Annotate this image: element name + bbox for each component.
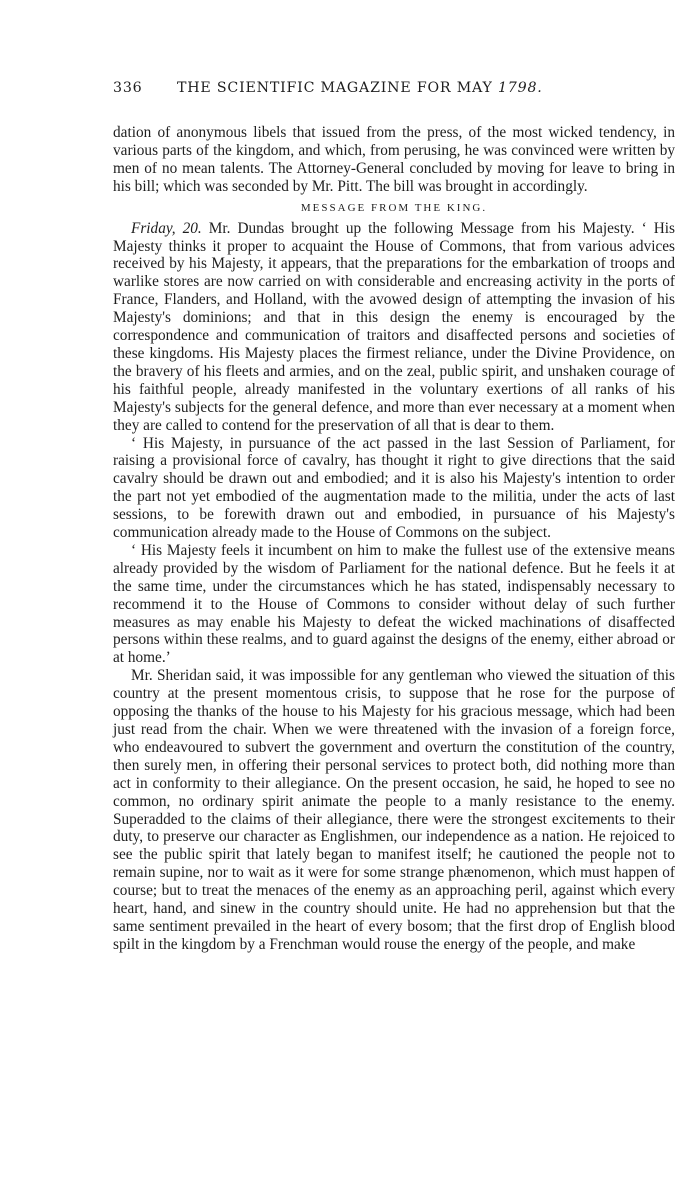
running-title-year: 1798. <box>497 80 543 96</box>
running-title-text: THE SCIENTIFIC MAGAZINE FOR MAY <box>177 80 493 96</box>
page-header <box>113 80 675 104</box>
paragraph-continuation: dation of anonymous libels that issued from the press, of the most wicked tendency, in various parts of the kingdom, and which, from perusing, he was convinced were written by men of no mean talents. The Attorney-General concluded by moving for leave to bring in his bill; which was seconded by Mr. Pitt. The bill was brought in accordingly. <box>113 124 675 195</box>
paragraph-sheridan: Mr. Sheridan said, it was impossible for any gentleman who viewed the situation of this country at the present momentous crisis, to suppose that he rose for the purpose of opposing the thanks of the house to his Majesty for his gracious message, which had been just read from the chair. When we were threatened with the invasion of a foreign force, who endeavoured to subvert the government and overturn the constitution of the country, then surely men, in offering their personal services to protect both, did nothing more than act in conformity to their allegiance. On the present occasion, he said, he hoped to see no common, no ordinary spirit animate the people to a manly resistance to the enemy. Superadded to the claims of their allegiance, there were the strongest excitements to their duty, to preserve our character as Englishmen, our independence as a nation. He rejoiced to see the public spirit that lately began to manifest itself; he cautioned the people not to remain supine, nor to wait as it were for some strange phænomenon, which must happen of course; but to treat the menaces of the enemy as an approaching peril, against which every heart, hand, and sinew in the country should unite. He had no apprehension but that the same sentiment prevailed in the heart of every bosom; that the first drop of English blood spilt in the kingdom by a Frenchman would rouse the energy of the people, and make <box>113 667 675 953</box>
page-number: 336 <box>113 80 143 96</box>
magazine-page <box>113 80 675 954</box>
running-title <box>177 80 543 96</box>
section-heading: MESSAGE FROM THE KING. <box>300 201 488 214</box>
paragraph-message-defence: ‘ His Majesty feels it incumbent on him to make the fullest use of the extensive means already provided by the wisdom of Parliament for the national defence. But he feels it at the same time, under the circumstances which he has stated, indispensably necessary to recommend it to the House of Commons to consider without delay of such further measures as may enable his Majesty to defeat the wicked machinations of disaffected persons within these realms, and to guard against the designs of the enemy, either abroad or at home.’ <box>113 541 675 667</box>
paragraph-message-intro-text: Mr. Dundas brought up the following Message from his Majesty. ‘ His Majesty thinks it proper to acquaint the House of Commons, that from various advices received by his Majesty, it appears, that the preparations for the embarkation of troops and warlike stores are now carried on with considerable and encreasing activity in the ports of France, Flanders, and Holland, with the avowed design of attempting the invasion of his Majesty's dominions; and that in this design the enemy is encouraged by the correspondence and communication of traitors and disaffected persons and societies of these kingdoms. His Majesty places the firmest reliance, under the Divine Providence, on the bravery of his fleets and armies, and on the zeal, public spirit, and unshaken courage of his faithful people, already manifested in the voluntary exertions of all ranks of his Majesty's subjects for the general defence, and more than ever necessary at a moment when they are called to contend for the preservation of all that is dear to them. <box>113 219 675 434</box>
date-lead: Friday, 20. <box>131 219 202 237</box>
paragraph-message-cavalry: ‘ His Majesty, in pursuance of the act passed in the last Session of Parliament, for raising a provisional force of cavalry, has thought it right to give directions that the said cavalry should be drawn out and embodied; and it is also his Majesty's intention to order the part not yet embodied of the augmentation made to the militia, under the acts of last sessions, to be forewith drawn out and embodied, in pursuance of his Majesty's communication already made to the House of Commons on the subject. <box>113 434 675 542</box>
paragraph-message-intro <box>113 220 675 435</box>
article-body <box>113 124 675 954</box>
